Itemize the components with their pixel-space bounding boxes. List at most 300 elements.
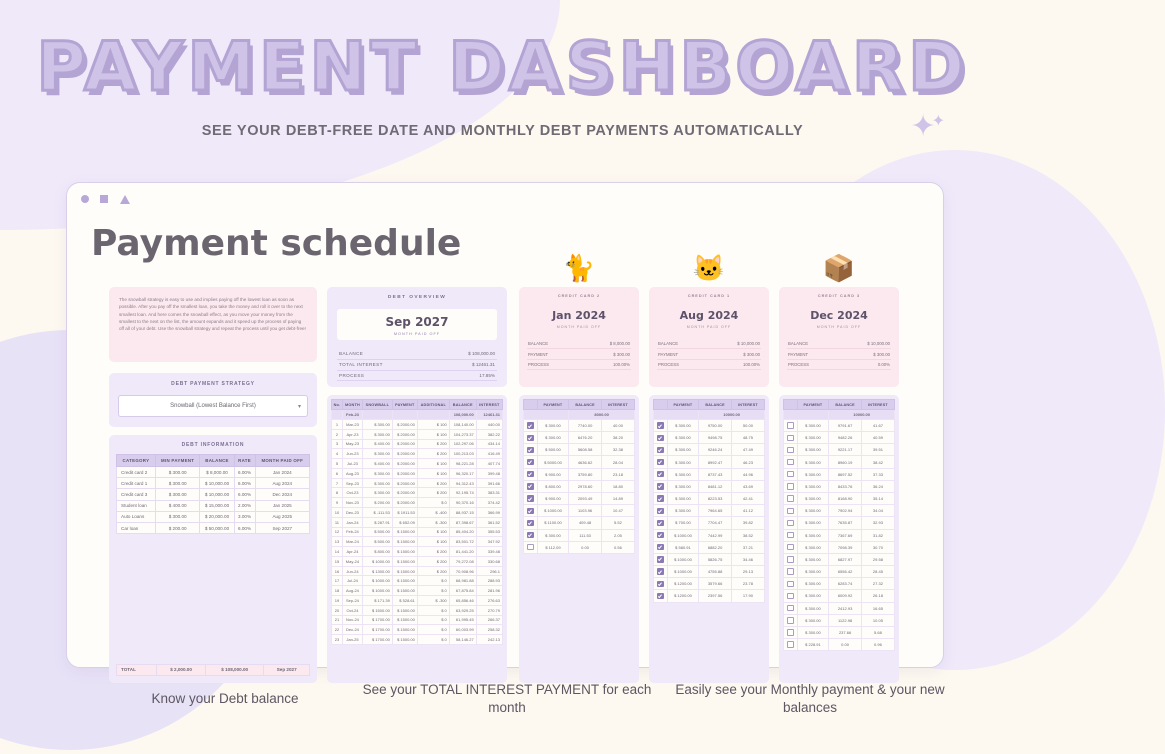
row-checkbox[interactable] bbox=[784, 444, 798, 456]
checkbox-icon[interactable] bbox=[787, 495, 793, 501]
table-row[interactable] bbox=[654, 578, 765, 590]
table-cell: 7740.00 bbox=[569, 419, 602, 431]
panels-grid bbox=[89, 253, 929, 673]
row-checkbox[interactable] bbox=[524, 493, 538, 505]
table-cell: $ 300.00 bbox=[797, 419, 829, 431]
table-row[interactable] bbox=[784, 639, 895, 651]
table-cell: $ 2000.00 bbox=[392, 439, 417, 449]
table-cell: 0.96 bbox=[861, 639, 894, 651]
table-row[interactable] bbox=[117, 478, 310, 489]
checkbox-icon[interactable] bbox=[527, 483, 533, 489]
table-cell: 38.20 bbox=[601, 432, 634, 444]
table-row[interactable] bbox=[784, 541, 895, 553]
table-cell: 92,195.74 bbox=[449, 488, 476, 498]
table-row[interactable] bbox=[784, 493, 895, 505]
checkbox-icon[interactable] bbox=[787, 520, 793, 526]
card-row bbox=[527, 360, 631, 370]
row-checkbox[interactable] bbox=[784, 493, 798, 505]
table-cell: 29.13 bbox=[731, 566, 764, 578]
table-cell: 108,140.00 bbox=[449, 419, 476, 429]
column-header: INTEREST bbox=[731, 400, 764, 410]
checkbox-icon[interactable] bbox=[527, 435, 533, 441]
table-row[interactable] bbox=[784, 432, 895, 444]
checkbox-icon[interactable] bbox=[657, 593, 663, 599]
row-checkbox[interactable] bbox=[784, 505, 798, 517]
checkbox-icon[interactable] bbox=[527, 422, 533, 428]
row-checkbox[interactable] bbox=[654, 444, 668, 456]
table-cell: $ 2,000.00 bbox=[157, 664, 206, 675]
table-row[interactable] bbox=[654, 456, 765, 468]
table-row[interactable] bbox=[524, 493, 635, 505]
table-cell: 8000.00 bbox=[569, 410, 635, 420]
checkbox-icon[interactable] bbox=[657, 532, 663, 538]
table-row[interactable] bbox=[332, 605, 503, 615]
checkbox-icon[interactable] bbox=[527, 532, 533, 538]
card-row-value: $ 10,000.00 bbox=[737, 341, 760, 347]
table-cell: 9 bbox=[332, 498, 343, 508]
table-row[interactable] bbox=[332, 419, 503, 429]
row-checkbox[interactable] bbox=[654, 578, 668, 590]
table-cell: 3 bbox=[332, 439, 343, 449]
table-cell: 38.52 bbox=[731, 529, 764, 541]
total-row bbox=[784, 410, 895, 420]
table-row[interactable] bbox=[332, 439, 503, 449]
table-row[interactable] bbox=[784, 578, 895, 590]
column-header: BALANCE bbox=[699, 400, 732, 410]
checkbox-icon[interactable] bbox=[657, 471, 663, 477]
table-row[interactable] bbox=[524, 529, 635, 541]
table-cell: $ 100 bbox=[417, 419, 449, 429]
table-row[interactable] bbox=[332, 527, 503, 537]
table-row[interactable] bbox=[654, 480, 765, 492]
table-cell: 47.49 bbox=[731, 444, 764, 456]
row-checkbox[interactable] bbox=[654, 529, 668, 541]
checkbox-icon[interactable] bbox=[787, 422, 793, 428]
table-row[interactable] bbox=[784, 566, 895, 578]
table-row[interactable] bbox=[524, 419, 635, 431]
row-checkbox[interactable] bbox=[784, 456, 798, 468]
table-cell: 434.14 bbox=[476, 439, 502, 449]
column-header: INTEREST bbox=[601, 400, 634, 410]
checkbox-icon[interactable] bbox=[787, 568, 793, 574]
checkbox-icon[interactable] bbox=[657, 447, 663, 453]
table-cell: $ 287.91 bbox=[363, 517, 393, 527]
table-row[interactable] bbox=[784, 517, 895, 529]
table-row[interactable] bbox=[524, 432, 635, 444]
row-checkbox[interactable] bbox=[654, 432, 668, 444]
table-cell: $ 500.00 bbox=[363, 537, 393, 547]
checkbox-icon[interactable] bbox=[787, 435, 793, 441]
table-cell: $ 200 bbox=[417, 488, 449, 498]
table-row[interactable] bbox=[654, 505, 765, 517]
table-cell: 98,221.28 bbox=[449, 459, 476, 469]
table-cell: $ 10,000.00 bbox=[200, 489, 234, 500]
table-cell: 19 bbox=[332, 596, 343, 606]
table-row[interactable] bbox=[784, 480, 895, 492]
table-cell: $ 300.00 bbox=[667, 419, 699, 431]
table-cell: 2978.60 bbox=[569, 480, 602, 492]
table-cell: 22 bbox=[332, 625, 343, 635]
payment-panel-credit-card-2[interactable] bbox=[519, 395, 639, 683]
card-title: CREDIT CARD 1 bbox=[687, 294, 731, 298]
checkbox-icon[interactable] bbox=[527, 508, 533, 514]
checkbox-icon[interactable] bbox=[657, 495, 663, 501]
table-cell: $ 2000.00 bbox=[392, 419, 417, 429]
table-cell: TOTAL bbox=[117, 664, 157, 675]
checkbox-icon[interactable] bbox=[787, 459, 793, 465]
debt-information-total bbox=[116, 664, 310, 676]
row-checkbox[interactable] bbox=[784, 432, 798, 444]
checkbox-icon[interactable] bbox=[527, 520, 533, 526]
checkbox-icon[interactable] bbox=[527, 459, 533, 465]
window-circle-icon[interactable] bbox=[81, 195, 89, 203]
table-row[interactable] bbox=[654, 529, 765, 541]
table-row[interactable] bbox=[332, 488, 503, 498]
table-row[interactable] bbox=[332, 468, 503, 478]
table-cell: 6.00% bbox=[234, 522, 255, 533]
table-cell: 5.52 bbox=[601, 517, 634, 529]
table-row[interactable] bbox=[524, 505, 635, 517]
table-row[interactable] bbox=[654, 517, 765, 529]
table-cell: 9791.67 bbox=[829, 419, 862, 431]
table-cell: Credit card 1 bbox=[117, 478, 156, 489]
table-row[interactable] bbox=[784, 468, 895, 480]
table-cell: 87,398.67 bbox=[449, 517, 476, 527]
table-row[interactable] bbox=[654, 553, 765, 565]
payment-table bbox=[523, 399, 635, 554]
checkbox-icon[interactable] bbox=[657, 520, 663, 526]
table-cell: Auto Loans bbox=[117, 511, 156, 522]
table-cell: $ 300.00 bbox=[667, 493, 699, 505]
table-cell: $ 300.00 bbox=[797, 456, 829, 468]
table-cell: $ 400.00 bbox=[363, 439, 393, 449]
table-cell: Mar-24 bbox=[342, 537, 362, 547]
checkbox-icon[interactable] bbox=[657, 544, 663, 550]
table-cell: $ 300.00 bbox=[797, 517, 829, 529]
row-checkbox[interactable] bbox=[784, 578, 798, 590]
table-cell: $ 0 bbox=[417, 586, 449, 596]
card-row-label: BALANCE bbox=[528, 341, 549, 347]
table-cell: $ 2000.00 bbox=[392, 468, 417, 478]
table-cell: $ 300.00 bbox=[667, 456, 699, 468]
table-row[interactable] bbox=[117, 467, 310, 478]
table-cell: $ 8,000.00 bbox=[200, 467, 234, 478]
row-checkbox[interactable] bbox=[654, 456, 668, 468]
table-cell: 13 bbox=[332, 537, 343, 547]
table-row[interactable] bbox=[654, 566, 765, 578]
table-row[interactable] bbox=[524, 517, 635, 529]
table-row[interactable] bbox=[117, 522, 310, 533]
table-row[interactable] bbox=[117, 500, 310, 511]
table-cell: 7098.39 bbox=[829, 541, 862, 553]
table-cell: 10 bbox=[332, 508, 343, 518]
page-title: PAYMENT DASHBOARD bbox=[36, 28, 969, 107]
table-row[interactable] bbox=[784, 419, 895, 431]
table-row[interactable] bbox=[332, 478, 503, 488]
table-row[interactable] bbox=[332, 635, 503, 645]
table-row[interactable] bbox=[784, 553, 895, 565]
payment-schedule-table-panel[interactable] bbox=[327, 395, 507, 683]
table-cell: $ 300.00 bbox=[797, 505, 829, 517]
column-header: PAYMENT bbox=[667, 400, 699, 410]
checkbox-icon[interactable] bbox=[787, 544, 793, 550]
checkbox-icon[interactable] bbox=[657, 483, 663, 489]
table-cell: $ 300.00 bbox=[155, 511, 200, 522]
table-cell: $ 580.91 bbox=[667, 541, 699, 553]
row-checkbox[interactable] bbox=[654, 468, 668, 480]
browser-window bbox=[66, 182, 944, 673]
row-checkbox[interactable] bbox=[654, 590, 668, 602]
table-cell: 61,995.45 bbox=[449, 615, 476, 625]
table-cell: 2093.49 bbox=[569, 493, 602, 505]
table-cell: 18 bbox=[332, 586, 343, 596]
table-cell: $ 1500.00 bbox=[392, 605, 417, 615]
table-cell: 17 bbox=[332, 576, 343, 586]
table-row[interactable] bbox=[332, 547, 503, 557]
total-row bbox=[332, 410, 503, 420]
table-row[interactable] bbox=[524, 444, 635, 456]
strategy-select[interactable] bbox=[118, 395, 308, 417]
table-row[interactable] bbox=[332, 459, 503, 469]
checkbox-icon[interactable] bbox=[657, 435, 663, 441]
table-cell: 41.12 bbox=[731, 505, 764, 517]
table-row[interactable] bbox=[784, 505, 895, 517]
window-square-icon[interactable] bbox=[100, 195, 108, 203]
table-row[interactable] bbox=[524, 541, 635, 553]
table-cell: 8433.76 bbox=[829, 480, 862, 492]
checkbox-icon[interactable] bbox=[787, 593, 793, 599]
table-cell: 16.65 bbox=[861, 602, 894, 614]
table-cell: $ 2000.00 bbox=[392, 478, 417, 488]
column-header: INTEREST bbox=[861, 400, 894, 410]
table-cell: $ 300.00 bbox=[363, 429, 393, 439]
table-cell: 39.82 bbox=[731, 517, 764, 529]
table-cell: Jun-24 bbox=[342, 566, 362, 576]
table-cell: 6283.74 bbox=[829, 578, 862, 590]
row-checkbox[interactable] bbox=[654, 566, 668, 578]
table-cell: 276.63 bbox=[476, 596, 502, 606]
table-row[interactable] bbox=[654, 493, 765, 505]
card-summary-credit-card-1 bbox=[649, 253, 769, 387]
card-row-label: PROCESS bbox=[658, 361, 680, 367]
row-checkbox[interactable] bbox=[784, 553, 798, 565]
row-checkbox[interactable] bbox=[784, 517, 798, 529]
table-cell: 7367.69 bbox=[829, 529, 862, 541]
column-header: RATE bbox=[234, 455, 255, 467]
checkbox-icon[interactable] bbox=[787, 581, 793, 587]
checkbox-icon[interactable] bbox=[787, 447, 793, 453]
row-checkbox[interactable] bbox=[524, 444, 538, 456]
table-cell: 17.90 bbox=[731, 590, 764, 602]
table-row[interactable] bbox=[332, 576, 503, 586]
table-row[interactable] bbox=[524, 468, 635, 480]
card-row-value: $ 10,000.00 bbox=[867, 341, 890, 347]
table-cell: 58,146.27 bbox=[449, 635, 476, 645]
table-cell: 391.66 bbox=[476, 478, 502, 488]
table-cell: $ 0 bbox=[417, 576, 449, 586]
checkbox-icon[interactable] bbox=[657, 508, 663, 514]
table-cell bbox=[363, 410, 393, 420]
debt-free-date bbox=[337, 309, 497, 340]
table-cell: $ 1500.00 bbox=[392, 556, 417, 566]
table-cell: $ 1500.00 bbox=[392, 635, 417, 645]
table-row[interactable] bbox=[784, 529, 895, 541]
table-cell: 6.00% bbox=[234, 467, 255, 478]
table-row[interactable] bbox=[332, 586, 503, 596]
row-checkbox[interactable] bbox=[524, 541, 538, 553]
checkbox-icon[interactable] bbox=[657, 459, 663, 465]
checkbox-icon[interactable] bbox=[787, 641, 793, 647]
row-checkbox[interactable] bbox=[524, 505, 538, 517]
payment-panel-credit-card-1[interactable] bbox=[649, 395, 769, 683]
table-cell: $ 1500.00 bbox=[363, 605, 393, 615]
checkbox-icon[interactable] bbox=[527, 471, 533, 477]
row-checkbox[interactable] bbox=[784, 468, 798, 480]
row-checkbox[interactable] bbox=[654, 480, 668, 492]
row-checkbox[interactable] bbox=[654, 541, 668, 553]
table-cell: 374.42 bbox=[476, 498, 502, 508]
table-cell: 409.48 bbox=[569, 517, 602, 529]
table-row[interactable] bbox=[784, 602, 895, 614]
table-row[interactable] bbox=[332, 508, 503, 518]
table-cell: 347.92 bbox=[476, 537, 502, 547]
payment-panel-credit-card-3[interactable] bbox=[779, 395, 899, 683]
table-cell: $ 1911.53 bbox=[392, 508, 417, 518]
table-cell: 100,213.03 bbox=[449, 449, 476, 459]
table-row[interactable] bbox=[784, 626, 895, 638]
table-cell: $ 652.09 bbox=[392, 517, 417, 527]
table-cell: May-24 bbox=[342, 556, 362, 566]
strategy-heading: DEBT PAYMENT STRATEGY bbox=[171, 381, 255, 387]
table-row[interactable] bbox=[654, 541, 765, 553]
row-checkbox[interactable] bbox=[654, 505, 668, 517]
table-row[interactable] bbox=[784, 590, 895, 602]
table-row[interactable] bbox=[332, 596, 503, 606]
window-triangle-icon[interactable] bbox=[120, 195, 130, 204]
row-checkbox[interactable] bbox=[784, 639, 798, 651]
table-cell: $ 10,000.00 bbox=[200, 478, 234, 489]
row-checkbox[interactable] bbox=[784, 590, 798, 602]
table-cell: Aug 2024 bbox=[255, 478, 309, 489]
table-row[interactable] bbox=[332, 537, 503, 547]
table-cell: $ 0 bbox=[417, 615, 449, 625]
row-checkbox[interactable] bbox=[654, 553, 668, 565]
row-checkbox[interactable] bbox=[524, 456, 538, 468]
checkbox-icon[interactable] bbox=[787, 605, 793, 611]
checkbox-icon[interactable] bbox=[657, 556, 663, 562]
row-checkbox[interactable] bbox=[654, 493, 668, 505]
row-checkbox[interactable] bbox=[524, 480, 538, 492]
table-row[interactable] bbox=[654, 444, 765, 456]
row-checkbox[interactable] bbox=[654, 419, 668, 431]
table-row[interactable] bbox=[654, 432, 765, 444]
table-cell: Apr-23 bbox=[342, 429, 362, 439]
row-checkbox[interactable] bbox=[524, 432, 538, 444]
row-checkbox[interactable] bbox=[524, 517, 538, 529]
checkbox-icon[interactable] bbox=[657, 581, 663, 587]
table-cell: 6476.20 bbox=[569, 432, 602, 444]
row-checkbox[interactable] bbox=[784, 626, 798, 638]
table-cell: $ 15,000.00 bbox=[200, 500, 234, 511]
table-row[interactable] bbox=[524, 456, 635, 468]
row-checkbox[interactable] bbox=[784, 480, 798, 492]
card-date: Jan 2024 bbox=[552, 309, 606, 322]
checkbox-icon[interactable] bbox=[787, 629, 793, 635]
table-cell: $ 700.00 bbox=[667, 517, 699, 529]
table-row[interactable] bbox=[332, 625, 503, 635]
table-cell: 288.93 bbox=[476, 576, 502, 586]
checkbox-icon[interactable] bbox=[657, 422, 663, 428]
card-row bbox=[657, 360, 761, 370]
table-cell: 258.32 bbox=[476, 625, 502, 635]
table-row[interactable] bbox=[332, 517, 503, 527]
row-checkbox[interactable] bbox=[524, 468, 538, 480]
table-cell bbox=[654, 410, 699, 420]
row-checkbox[interactable] bbox=[784, 602, 798, 614]
table-row[interactable] bbox=[332, 449, 503, 459]
table-cell: 104,273.37 bbox=[449, 429, 476, 439]
table-cell: 8223.53 bbox=[699, 493, 732, 505]
row-checkbox[interactable] bbox=[524, 529, 538, 541]
table-row[interactable] bbox=[332, 615, 503, 625]
table-cell: 88,937.15 bbox=[449, 508, 476, 518]
table-row[interactable] bbox=[117, 511, 310, 522]
checkbox-icon[interactable] bbox=[527, 495, 533, 501]
table-cell: Sep-23 bbox=[342, 478, 362, 488]
table-cell: $ 300.00 bbox=[363, 449, 393, 459]
checkbox-icon[interactable] bbox=[787, 556, 793, 562]
table-row[interactable] bbox=[332, 429, 503, 439]
table-row[interactable] bbox=[654, 590, 765, 602]
checkbox-icon[interactable] bbox=[787, 532, 793, 538]
row-checkbox[interactable] bbox=[784, 614, 798, 626]
table-row[interactable] bbox=[332, 498, 503, 508]
table-cell: 7704.47 bbox=[699, 517, 732, 529]
table-cell: Jun-23 bbox=[342, 449, 362, 459]
row-checkbox[interactable] bbox=[784, 419, 798, 431]
row-checkbox[interactable] bbox=[784, 529, 798, 541]
checkbox-icon[interactable] bbox=[657, 568, 663, 574]
row-checkbox[interactable] bbox=[784, 541, 798, 553]
table-cell: $ 1200.00 bbox=[667, 590, 699, 602]
checkbox-icon[interactable] bbox=[787, 471, 793, 477]
table-cell: 5826.75 bbox=[699, 553, 732, 565]
checkbox-icon[interactable] bbox=[787, 617, 793, 623]
table-row[interactable] bbox=[117, 489, 310, 500]
table-row[interactable] bbox=[654, 419, 765, 431]
table-row[interactable] bbox=[654, 468, 765, 480]
table-cell: $ 200.00 bbox=[363, 498, 393, 508]
checkbox-icon[interactable] bbox=[787, 483, 793, 489]
table-row[interactable] bbox=[784, 444, 895, 456]
checkbox-icon[interactable] bbox=[527, 544, 533, 550]
table-cell: $ -111.53 bbox=[363, 508, 393, 518]
table-row[interactable] bbox=[524, 480, 635, 492]
row-checkbox[interactable] bbox=[784, 566, 798, 578]
card-row bbox=[657, 339, 761, 349]
table-cell: May-23 bbox=[342, 439, 362, 449]
table-cell: 2.00% bbox=[234, 500, 255, 511]
table-row[interactable] bbox=[332, 566, 503, 576]
row-checkbox[interactable] bbox=[654, 517, 668, 529]
checkbox-icon[interactable] bbox=[787, 508, 793, 514]
table-row[interactable] bbox=[332, 556, 503, 566]
table-row[interactable] bbox=[784, 614, 895, 626]
row-checkbox[interactable] bbox=[524, 419, 538, 431]
table-cell: $ 2000.00 bbox=[392, 498, 417, 508]
table-row[interactable] bbox=[784, 456, 895, 468]
checkbox-icon[interactable] bbox=[527, 447, 533, 453]
